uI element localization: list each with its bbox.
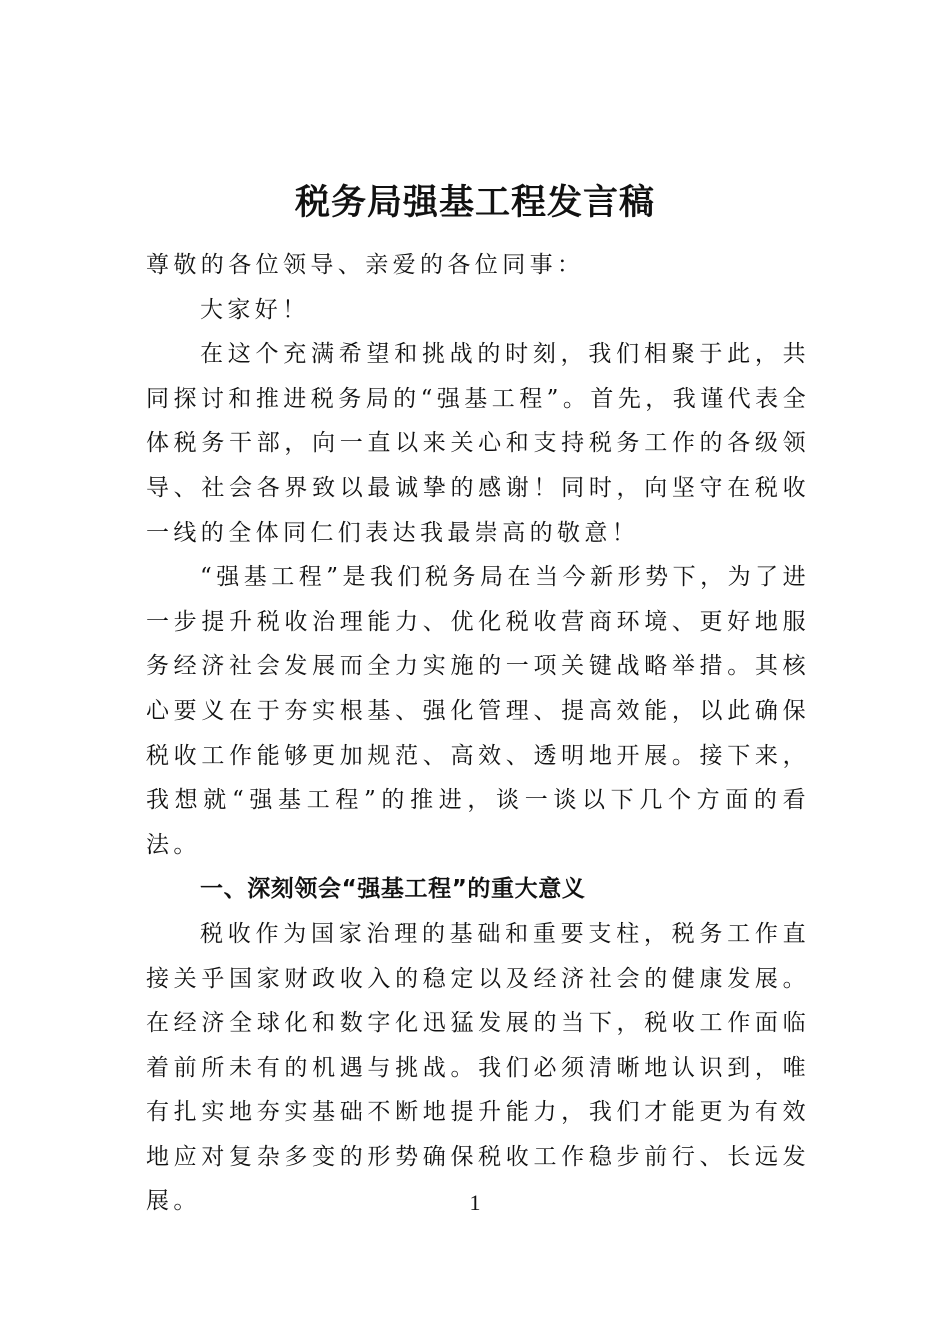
salutation: 尊敬的各位领导、亲爱的各位同事： (146, 252, 585, 278)
paragraph-intro: 在这个充满希望和挑战的时刻，我们相聚于此，共同探讨和推进税务局的“强基工程”。首先，我谨代表全体税务干部，向一直以来关心和支持税务工作的各级领导、社会各界致以最诚挚的感谢！同时，向坚守在税收一线的全体同仁们表达我最崇高的敬意！ (146, 341, 810, 546)
document-body (146, 243, 810, 1224)
greeting: 大家好！ (200, 296, 310, 323)
document-title: 税务局强基工程发言稿 (294, 182, 655, 223)
section-paragraph: 税收作为国家治理的基础和重要支柱，税务工作直接关乎国家财政收入的稳定以及经济社会的健康发展。在经济全球化和数字化迅猛发展的当下，税收工作面临着前所未有的机遇与挑战。我们必须清晰地认识到，唯有扎实地夯实基础不断地提升能力，我们才能更为有效地应对复杂多变的形势确保税收工作稳步前行、长远发展。 (146, 920, 810, 1215)
page-number: 1 (469, 1190, 481, 1215)
section-heading: 一、深刻领会“强基工程”的重大意义 (200, 876, 586, 903)
paragraph-strong-foundation: “强基工程”是我们税务局在当今新形势下，为了进一步提升税收治理能力、优化税收营商环境、更好地服务经济社会发展而全力实施的一项关键战略举措。其核心要义在于夯实根基、强化管理、提高效能，以此确保税收工作能够更加规范、高效、透明地开展。接下来，我想就“强基工程”的推进，谈一谈以下几个方面的看法。 (146, 564, 810, 858)
